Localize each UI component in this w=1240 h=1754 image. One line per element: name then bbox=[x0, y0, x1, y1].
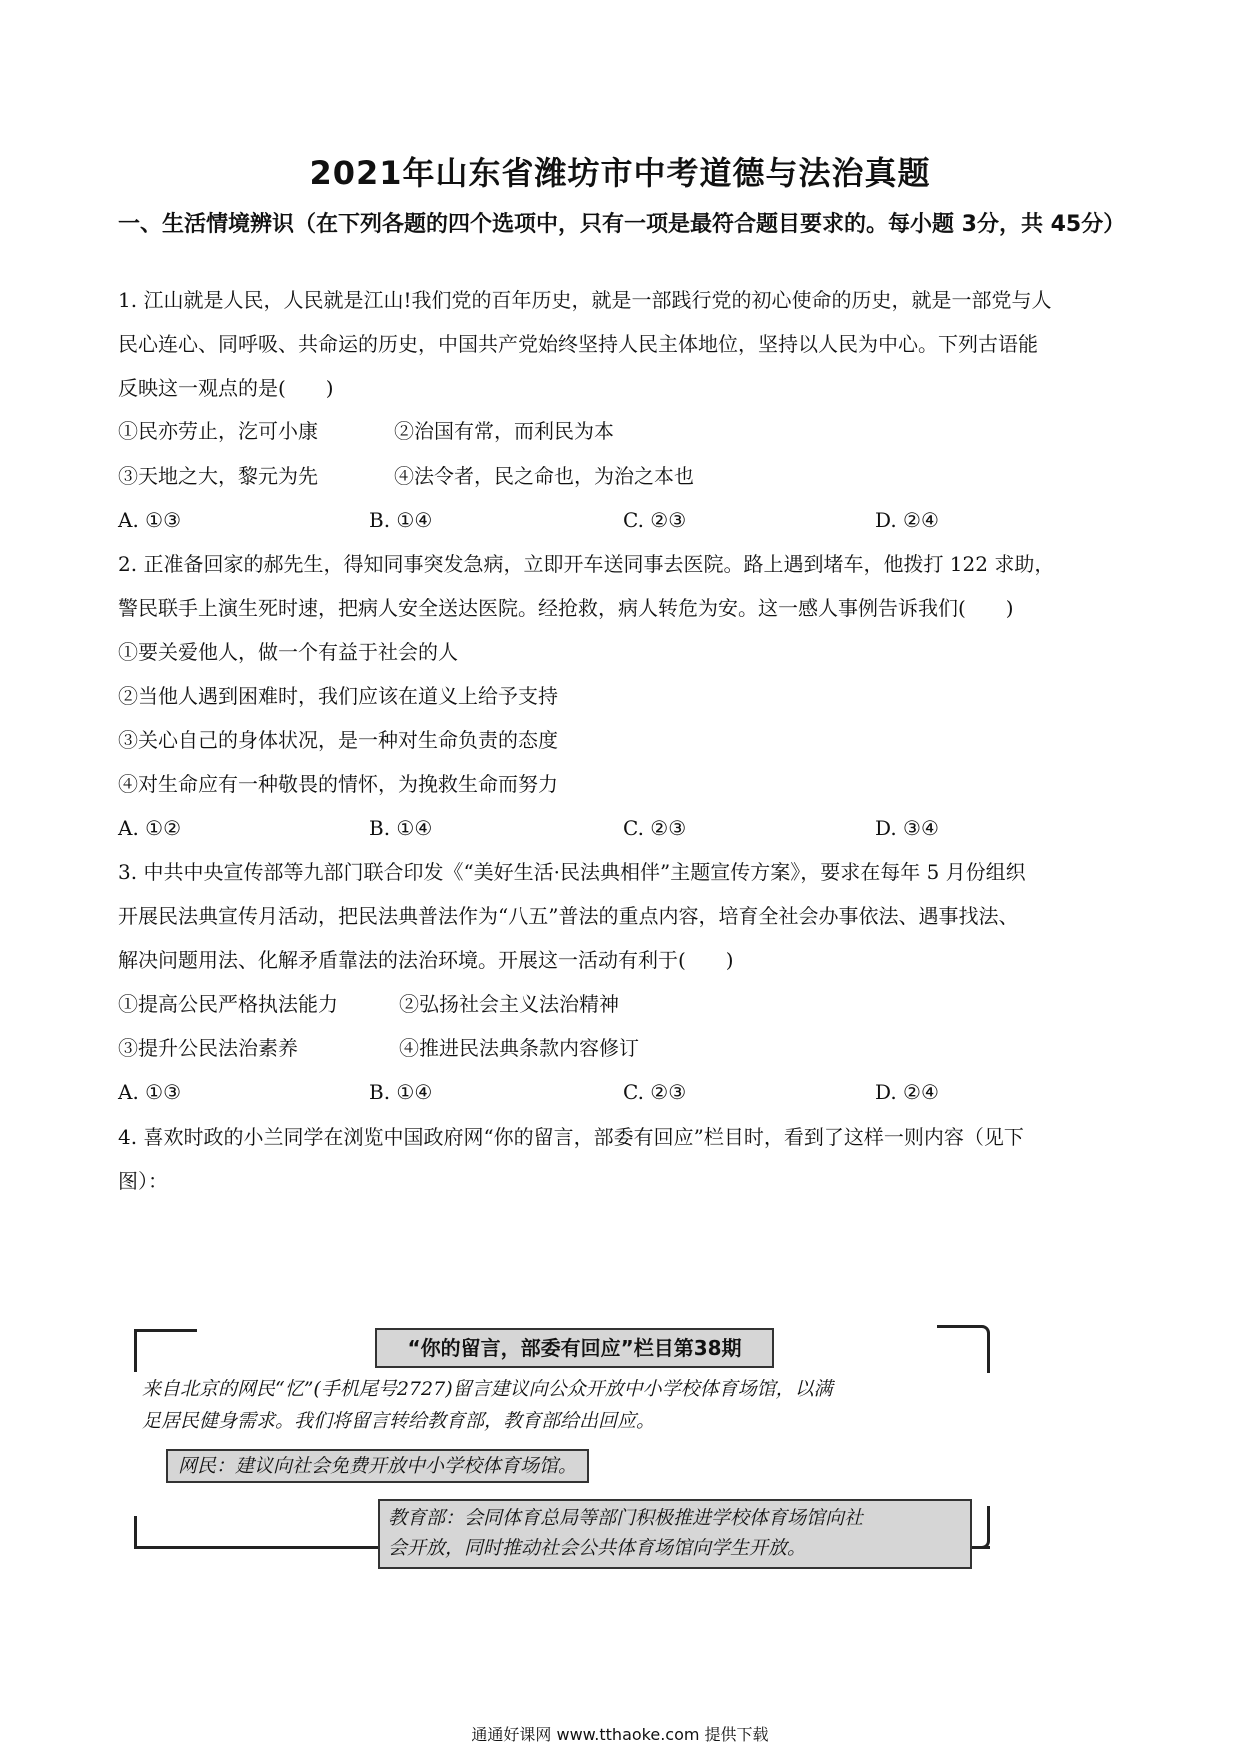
figure-corner-top-right bbox=[937, 1325, 990, 1373]
figure-text-line-1: 来自北京的网民“忆”(手机尾号2727)留言建议向公众开放中小学校体育场馆，以满 bbox=[142, 1378, 833, 1400]
q1-option-d: D. ②④ bbox=[875, 508, 939, 532]
q1-line-1: 1. 江山就是人民，人民就是江山!我们党的百年历史，就是一部践行党的初心使命的历史，就是一部党与人 bbox=[118, 288, 1052, 312]
q4-line-2: 图）： bbox=[118, 1169, 168, 1193]
q3-line-1: 3. 中共中央宣传部等九部门联合印发《“美好生活·民法典相伴”主题宣传方案》，要求在每年 5 月份组织 bbox=[118, 860, 1026, 884]
q3-statement-4: ④推进民法典条款内容修订 bbox=[399, 1036, 639, 1060]
netizen-message: 网民：建议向社会免费开放中小学校体育场馆。 bbox=[166, 1449, 589, 1483]
q3-option-c: C. ②③ bbox=[623, 1080, 687, 1104]
q3-options bbox=[118, 1077, 1128, 1107]
q1-statement-3: ③天地之大，黎元为先 bbox=[118, 464, 318, 488]
ministry-reply-line-2: 会开放，同时推动社会公共体育场馆向学生开放。 bbox=[388, 1537, 807, 1559]
q2-statement-4: ④对生命应有一种敬畏的情怀，为挽救生命而努力 bbox=[118, 772, 558, 796]
q2-option-a: A. ①② bbox=[118, 816, 182, 840]
q1-line-2: 民心连心、同呼吸、共命运的历史，中国共产党始终坚持人民主体地位，坚持以人民为中心。下列古语能 bbox=[118, 332, 1038, 356]
q1-option-b: B. ①④ bbox=[369, 508, 433, 532]
section-heading: 一、生活情境辨识（在下列各题的四个选项中，只有一项是最符合题目要求的。每小题 3分，共 45分） bbox=[118, 212, 1126, 237]
q3-statement-1: ①提高公民严格执法能力 bbox=[118, 992, 338, 1016]
q2-option-b: B. ①④ bbox=[369, 816, 433, 840]
ministry-reply-line-1: 教育部：会同体育总局等部门积极推进学校体育场馆向社 bbox=[388, 1507, 864, 1529]
q2-line-2: 警民联手上演生死时速，把病人安全送达医院。经抢救，病人转危为安。这一感人事例告诉我们( ) bbox=[118, 596, 1014, 620]
page-title: 2021年山东省潍坊市中考道德与法治真题 bbox=[309, 154, 931, 192]
figure-corner-top-left bbox=[134, 1329, 197, 1372]
q1-option-a: A. ①③ bbox=[118, 508, 182, 532]
q3-statement-row-2 bbox=[118, 1033, 639, 1063]
q1-options bbox=[118, 505, 1128, 535]
q3-option-a: A. ①③ bbox=[118, 1080, 182, 1104]
q2-statement-2: ②当他人遇到困难时，我们应该在道义上给予支持 bbox=[118, 684, 558, 708]
figure-heading: “你的留言，部委有回应”栏目第38期 bbox=[375, 1328, 774, 1368]
q2-line-1: 2. 正准备回家的郝先生，得知同事突发急病，立即开车送同事去医院。路上遇到堵车，他拨打 122 求助， bbox=[118, 552, 1055, 576]
q1-option-c: C. ②③ bbox=[623, 508, 687, 532]
figure-corner-bottom-left bbox=[134, 1516, 197, 1549]
q4-line-1: 4. 喜欢时政的小兰同学在浏览中国政府网“你的留言，部委有回应”栏目时，看到了这样一则内容（见下 bbox=[118, 1125, 1024, 1149]
q3-statement-row-1 bbox=[118, 989, 619, 1019]
q1-line-3: 反映这一观点的是( ) bbox=[118, 376, 334, 400]
q4-figure bbox=[130, 1315, 990, 1575]
q2-option-c: C. ②③ bbox=[623, 816, 687, 840]
q3-statement-3: ③提升公民法治素养 bbox=[118, 1036, 298, 1060]
q1-statement-4: ④法令者，民之命也，为治之本也 bbox=[394, 464, 694, 488]
q3-option-d: D. ②④ bbox=[875, 1080, 939, 1104]
q2-statement-3: ③关心自己的身体状况，是一种对生命负责的态度 bbox=[118, 728, 558, 752]
q1-statement-row-1 bbox=[118, 416, 614, 446]
q1-statement-row-2 bbox=[118, 461, 694, 491]
ministry-reply bbox=[378, 1499, 972, 1569]
q2-option-d: D. ③④ bbox=[875, 816, 939, 840]
figure-text bbox=[142, 1373, 982, 1437]
q1-statement-1: ①民亦劳止，汔可小康 bbox=[118, 419, 318, 443]
q2-statement-1: ①要关爱他人，做一个有益于社会的人 bbox=[118, 640, 458, 664]
page-footer: 通通好课网 www.tthaoke.com 提供下载 bbox=[471, 1725, 769, 1744]
q3-option-b: B. ①④ bbox=[369, 1080, 433, 1104]
q1-statement-2: ②治国有常，而利民为本 bbox=[394, 419, 614, 443]
q3-line-3: 解决问题用法、化解矛盾靠法的法治环境。开展这一活动有利于( ) bbox=[118, 948, 734, 972]
q3-statement-2: ②弘扬社会主义法治精神 bbox=[399, 992, 619, 1016]
q3-line-2: 开展民法典宣传月活动，把民法典普法作为“八五”普法的重点内容，培育全社会办事依法、遇事找法、 bbox=[118, 904, 1019, 928]
q2-options bbox=[118, 813, 1128, 843]
figure-text-line-2: 足居民健身需求。我们将留言转给教育部，教育部给出回应。 bbox=[142, 1410, 656, 1432]
